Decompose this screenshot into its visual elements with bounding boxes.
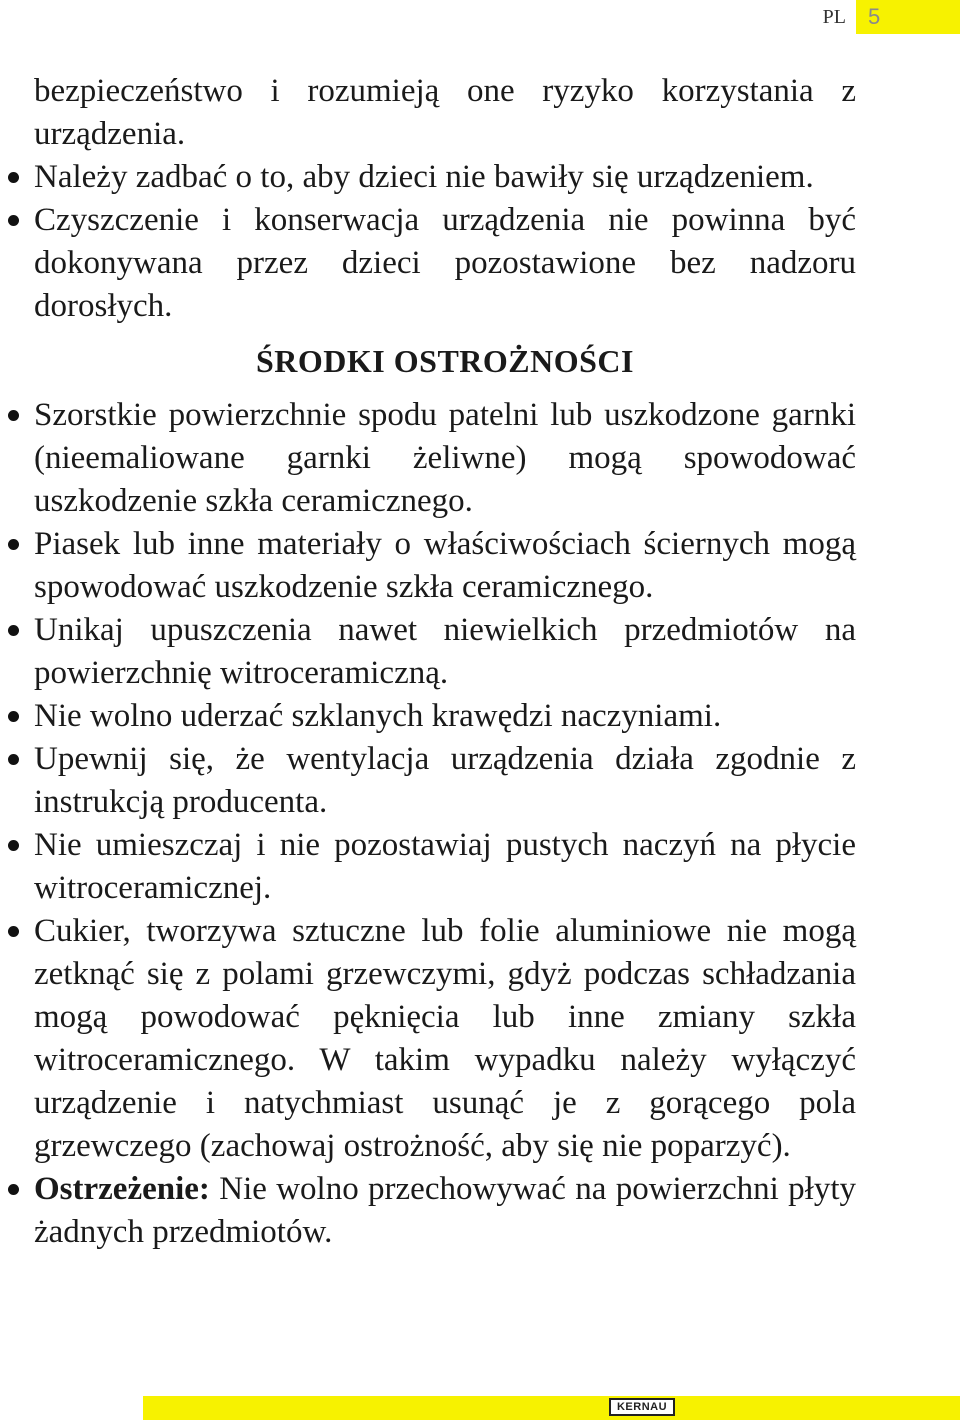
list-item	[34, 199, 856, 328]
list-item-text: Nie umieszczaj i nie pozostawiaj pustych naczyń na płycie witroceramicznej.	[34, 827, 856, 906]
list-item-text: Cukier, tworzywa sztuczne lub folie aluminiowe nie mogą zetknąć się z polami grzewczymi, gdyż podczas schładzania mogą powodować pęknięcia lub inne zmiany szkła witroceramicznego. W takim wypadku należy wyłączyć urządzenie i natychmiast usunąć je z gorącego pola grzewczego (zachowaj ostrożność, aby się nie poparzyć).	[34, 913, 856, 1164]
page-number: 5	[856, 0, 960, 34]
footer-bar	[143, 1396, 960, 1420]
list-item-text: Szorstkie powierzchnie spodu patelni lub uszkodzone garnki (nieemaliowane garnki żeliwne) mogą spowodować uszkodzenie szkła ceramicznego.	[34, 397, 856, 519]
bullet-icon	[8, 926, 19, 937]
bullet-icon	[8, 840, 19, 851]
list-item-text: Nie wolno uderzać szklanych krawędzi naczyniami.	[34, 698, 722, 734]
list-item-text: Unikaj upuszczenia nawet niewielkich przedmiotów na powierzchnię witroceramiczną.	[34, 612, 856, 691]
bullet-icon	[8, 711, 19, 722]
bullet-icon	[8, 410, 19, 421]
page-header	[823, 0, 960, 34]
warning-text: Nie wolno przechowywać na powierzchni płyty żadnych przedmiotów.	[34, 1171, 856, 1250]
precautions-list	[34, 394, 856, 1254]
list-item	[34, 910, 856, 1168]
section-heading: ŚRODKI OSTROŻNOŚCI	[256, 343, 634, 379]
bullet-icon	[8, 625, 19, 636]
list-item	[34, 695, 856, 738]
child-safety-list	[34, 156, 856, 328]
bullet-icon	[8, 172, 19, 183]
bullet-icon	[8, 539, 19, 550]
list-item-text: Czyszczenie i konserwacja urządzenia nie powinna być dokonywana przez dzieci pozostawione bez nadzoru dorosłych.	[34, 202, 856, 324]
list-item	[34, 609, 856, 695]
language-label: PL	[822, 6, 846, 28]
list-item-text: Upewnij się, że wentylacja urządzenia działa zgodnie z instrukcją producenta.	[34, 741, 856, 820]
bullet-icon	[8, 1184, 19, 1195]
intro-paragraph: bezpieczeństwo i rozumieją one ryzyko korzystania z urządzenia.	[34, 73, 856, 152]
document-body	[34, 70, 856, 1254]
list-item	[34, 523, 856, 609]
list-item-text: Piasek lub inne materiały o właściwościach ściernych mogą spowodować uszkodzenie szkła ceramicznego.	[34, 526, 856, 605]
list-item	[34, 394, 856, 523]
brand-logo: KERNAU	[609, 1398, 675, 1416]
list-item	[34, 824, 856, 910]
bullet-icon	[8, 215, 19, 226]
warning-label: Ostrzeżenie:	[34, 1171, 210, 1207]
list-item	[34, 738, 856, 824]
bullet-icon	[8, 754, 19, 765]
list-item-text: Należy zadbać o to, aby dzieci nie bawiły się urządzeniem.	[34, 159, 814, 195]
warning-item	[34, 1168, 856, 1254]
list-item	[34, 156, 856, 199]
